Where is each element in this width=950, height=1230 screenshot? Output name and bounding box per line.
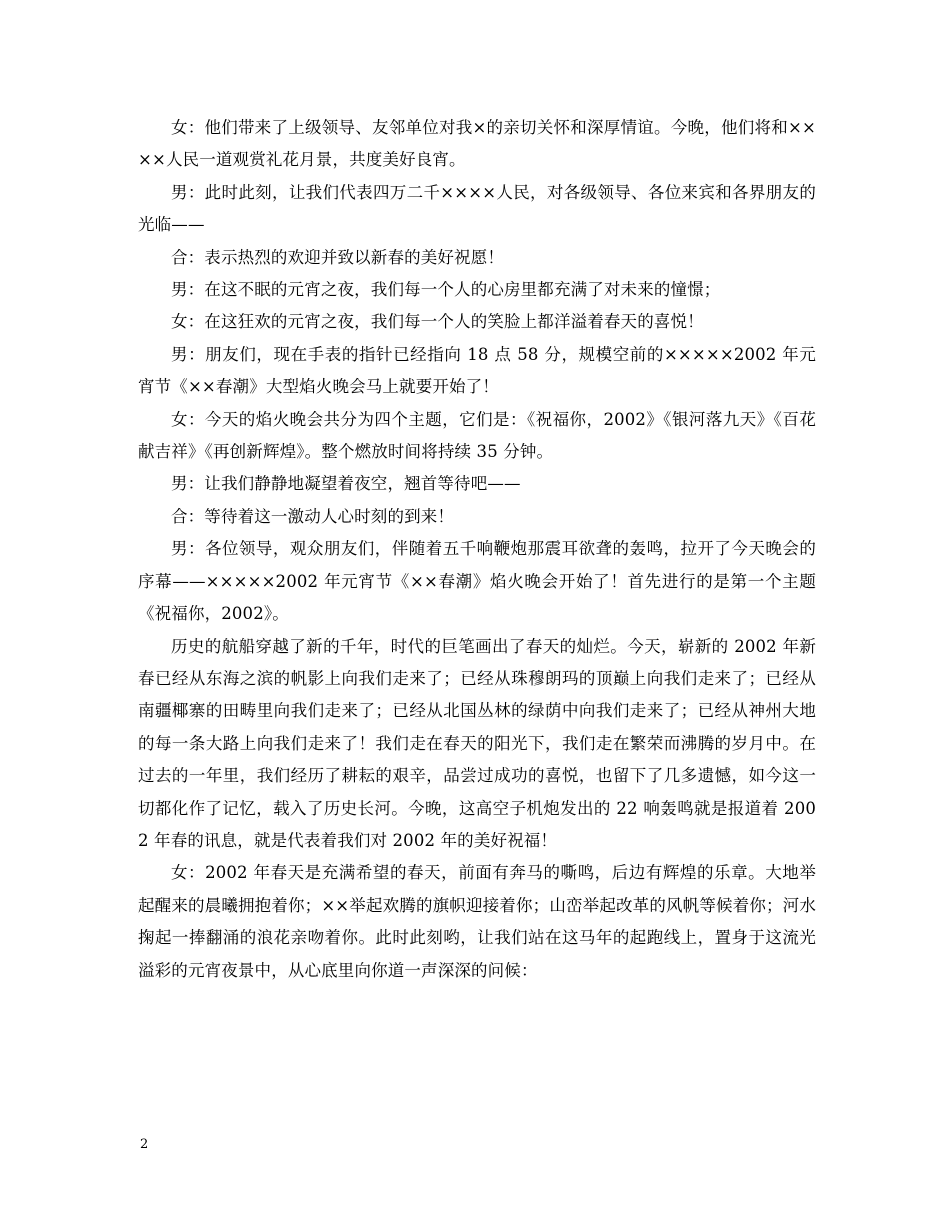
paragraph: 女：今天的焰火晚会共分为四个主题，它们是：《祝福你，2002》《银河落九天》《百花献吉祥》《再创新辉煌》。整个燃放时间将持续 35 分钟。 [138, 409, 816, 462]
page-number: 2 [140, 1137, 149, 1152]
paragraph: 合：等待着这一激动人心时刻的到来！ [171, 506, 455, 526]
paragraph: 合：表示热烈的欢迎并致以新春的美好祝愿！ [171, 247, 504, 267]
paragraph: 男：朋友们，现在手表的指针已经指向 18 点 58 分，规模空前的×××××2002 年元宵节《××春潮》大型焰火晚会马上就要开始了！ [138, 344, 816, 397]
paragraph: 男：在这不眠的元宵之夜，我们每一个人的心房里都充满了对未来的憧憬； [171, 280, 721, 300]
paragraph: 男：让我们静静地凝望着夜空，翘首等待吧—— [171, 474, 521, 494]
paragraph: 女：他们带来了上级领导、友邻单位对我×的亲切关怀和深厚情谊。今晚，他们将和××××人民一道观赏礼花月景，共度美好良宵。 [138, 118, 816, 170]
paragraph: 女：在这狂欢的元宵之夜，我们每一个人的笑脸上都洋溢着春天的喜悦！ [171, 312, 704, 332]
paragraph: 男：各位领导，观众朋友们，伴随着五千响鞭炮那震耳欲聋的轰鸣，拉开了今天晚会的序幕——×××××2002 年元宵节《××春潮》焰火晚会开始了！首先进行的是第一个主题《祝福你，2002》。 [138, 539, 816, 624]
document-body [138, 112, 816, 987]
paragraph: 男：此时此刻，让我们代表四万二千××××人民，对各级领导、各位来宾和各界朋友的光临—— [138, 182, 816, 235]
paragraph: 历史的航船穿越了新的千年，时代的巨笔画出了春天的灿烂。今天，崭新的 2002 年新春已经从东海之滨的帆影上向我们走来了；已经从珠穆朗玛的顶巅上向我们走来了；已经从南疆椰寨的田畴里向我们走来了；已经从北国丛林的绿荫中向我们走来了；已经从神州大地的每一条大路上向我们走来了！我们走在春天的阳光下，我们走在繁荣而沸腾的岁月中。在过去的一年里，我们经历了耕耘的艰辛，品尝过成功的喜悦，也留下了几多遗憾，如今这一切都化作了记忆，载入了历史长河。今晚，这高空子机炮发出的 22 响轰鸣就是报道着 2002 年春的讯息，就是代表着我们对 2002 年的美好祝福！ [138, 636, 816, 850]
paragraph: 女：2002 年春天是充满希望的春天，前面有奔马的嘶鸣，后边有辉煌的乐章。大地举起醒来的晨曦拥抱着你；××举起欢腾的旗帜迎接着你；山峦举起改革的风帆等候着你；河水掬起一捧翻涌的浪花亲吻着你。此时此刻哟，让我们站在这马年的起跑线上，置身于这流光溢彩的元宵夜景中，从心底里向你道一声深深的问候： [138, 863, 816, 980]
